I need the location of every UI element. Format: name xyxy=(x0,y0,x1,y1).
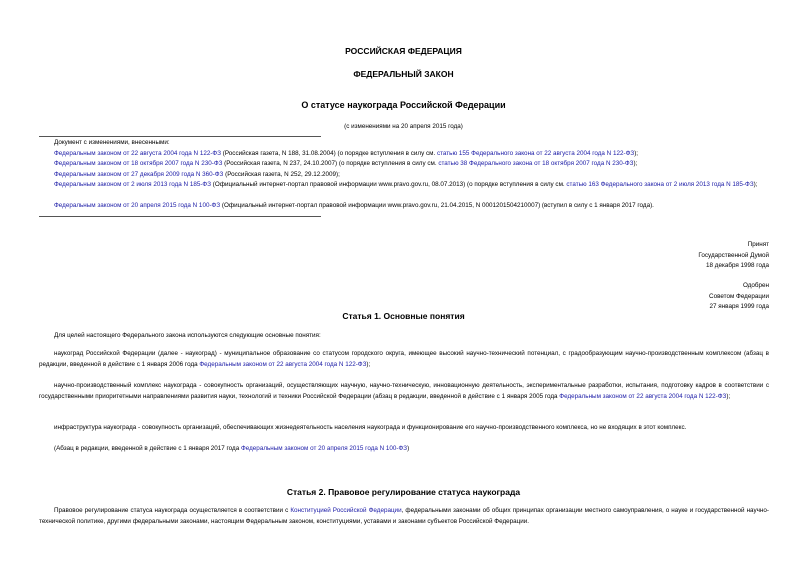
change-link[interactable]: Федеральным законом от 2 июля 2013 года N 185-ФЗ xyxy=(54,181,212,188)
change-item: Федеральным законом от 2 июля 2013 года N 185-ФЗ (Официальный интернет-портал правовой информации www.pravo.gov.ru, 08.07.2013) (о порядке вступления в силу см. статью 163 Федерального закона от 2 июля 2013 года N 185-ФЗ); xyxy=(54,181,758,188)
change-item: Федеральным законом от 22 августа 2004 года N 122-ФЗ (Российская газета, N 188, 31.08.2004) (о порядке вступления в силу см. статью 155 Федерального закона от 22 августа 2004 года N 122-ФЗ); xyxy=(54,150,639,157)
top-divider xyxy=(39,136,321,137)
article-1-paragraph: инфраструктура наукограда - совокупность организаций, обеспечивающих жизнедеятельность населения наукограда и функционирование его научно-производственного комплекса, но не входящих в этот комплекс. xyxy=(54,424,687,431)
constitution-link[interactable]: Конституцией Российской Федерации xyxy=(290,507,402,514)
change-item: Федеральным законом от 18 октября 2007 года N 230-ФЗ (Российская газета, N 237, 24.10.2007) (о порядке вступления в силу см. статью 38 Федерального закона от 18 октября 2007 года N 230-ФЗ); xyxy=(54,160,638,167)
article-2-title: Статья 2. Правовое регулирование статуса наукограда xyxy=(286,487,521,497)
change-link[interactable]: статью 38 Федерального закона от 18 октября 2007 года N 230-ФЗ xyxy=(438,160,634,167)
amendment-link[interactable]: Федеральным законом от 22 августа 2004 года N 122-ФЗ xyxy=(199,360,367,368)
change-link[interactable]: статью 155 Федерального закона от 22 августа 2004 года N 122-ФЗ xyxy=(436,150,635,157)
changes-intro: Документ с изменениями, внесенными: xyxy=(54,139,170,146)
article-2-paragraph: Правовое регулирование статуса наукограда осуществляется в соответствии с Конституцией Российской Федерации, федеральными законами об общих принципах организации местного самоуправления, о науке и государственной научно-технической политике, другими федеральными законами, настоящим Федеральным законом, конституциями, уставами и законами субъектов Российской Федерации. xyxy=(39,507,769,525)
change-item: Федеральным законом от 20 апреля 2015 года N 100-ФЗ (Официальный интернет-портал правовой информации www.pravo.gov.ru, 21.04.2015, N 0001201504210007) (вступил в силу с 1 января 2017 года). xyxy=(54,202,654,209)
change-item: Федеральным законом от 27 декабря 2009 года N 360-ФЗ (Российская газета, N 252, 29.12.2009); xyxy=(54,171,340,178)
bottom-divider xyxy=(39,216,321,217)
law-title: О статусе наукограда Российской Федерации xyxy=(301,100,506,110)
country-heading: РОССИЙСКАЯ ФЕДЕРАЦИЯ xyxy=(345,46,462,56)
change-link[interactable]: Федеральным законом от 22 августа 2004 года N 122-ФЗ xyxy=(54,150,222,157)
change-link[interactable]: статью 163 Федерального закона от 2 июля 2013 года N 185-ФЗ xyxy=(566,181,754,188)
duma-adoption: Принят Государственной Думой 18 декабря 1998 года xyxy=(698,241,769,270)
council-approval: Одобрен Советом Федерации 27 января 1999 года xyxy=(709,282,769,311)
article-1-paragraph: научно-производственный комплекс наукограда - совокупность организаций, осуществляющих научную, научно-техническую, инновационную деятельность, экспериментальные разработки, испытания, подготовку кадров в соответствии с государственными приоритетными направлениями развития науки, технологий и техники Российской Федерации (абзац в редакции, введенной в действие с 1 января 2005 года Федеральным законом от 22 августа 2004 года N 122-ФЗ); xyxy=(39,382,769,400)
article-1-paragraph: наукоград Российской Федерации (далее - наукоград) - муниципальное образование со статусом городского округа, имеющее высокий научно-технический потенциал, с градообразующим научно-производственным комплексом (абзац в редакции, введенной в действие с 1 января 2006 года Федеральным законом от 22 августа 2004 года N 122-ФЗ); xyxy=(39,350,769,368)
change-link[interactable]: Федеральным законом от 20 апреля 2015 года N 100-ФЗ xyxy=(54,202,221,209)
law-subtitle: (с изменениями на 20 апреля 2015 года) xyxy=(344,123,463,130)
article-1-note: (Абзац в редакции, введенной в действие с 1 января 2017 года Федеральным законом от 20 апреля 2015 года N 100-ФЗ) xyxy=(54,445,410,452)
amendment-link[interactable]: Федеральным законом от 22 августа 2004 года N 122-ФЗ xyxy=(559,392,727,400)
change-link[interactable]: Федеральным законом от 27 декабря 2009 года N 360-ФЗ xyxy=(54,171,224,178)
article-1-intro: Для целей настоящего Федерального закона используются следующие основные понятия: xyxy=(54,332,321,339)
amendment-link[interactable]: Федеральным законом от 20 апреля 2015 года N 100-ФЗ xyxy=(240,445,408,452)
law-kind-heading: ФЕДЕРАЛЬНЫЙ ЗАКОН xyxy=(353,69,454,79)
article-1-title: Статья 1. Основные понятия xyxy=(342,311,465,321)
change-link[interactable]: Федеральным законом от 18 октября 2007 года N 230-ФЗ xyxy=(54,160,223,167)
